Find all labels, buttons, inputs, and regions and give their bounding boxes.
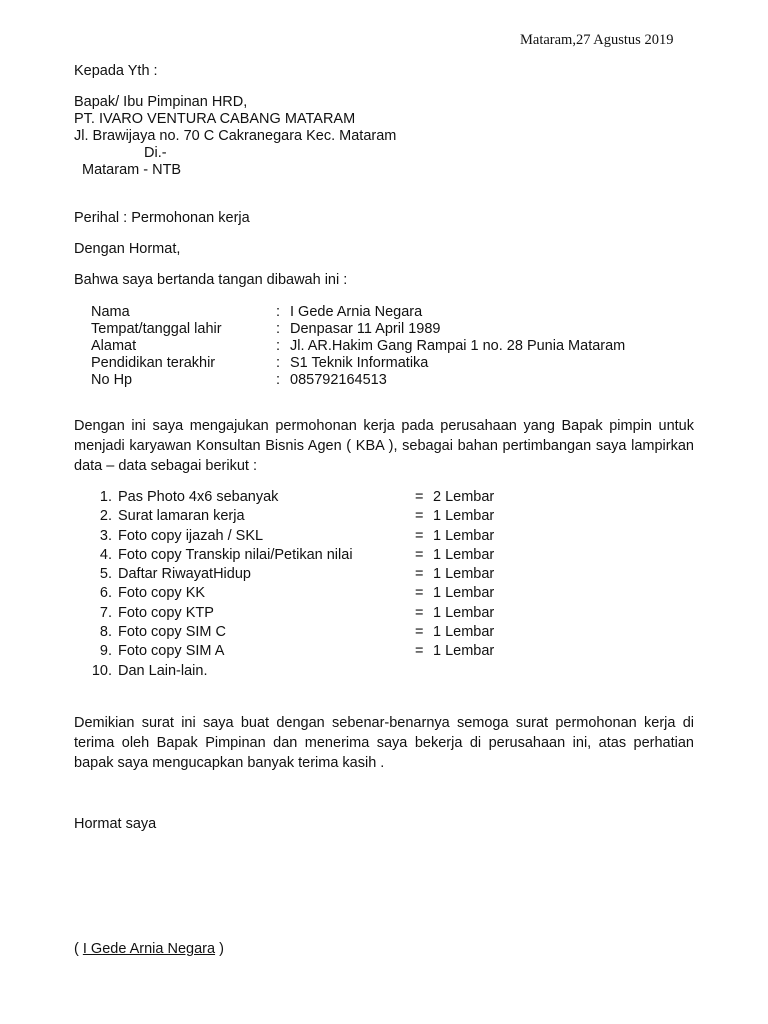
list-text: Daftar RiwayatHidup xyxy=(118,566,251,583)
field-label: Nama xyxy=(91,304,130,320)
letter-date: Mataram,27 Agustus 2019 xyxy=(520,32,674,48)
addressee-heading: Kepada Yth : xyxy=(74,63,158,79)
list-number: 5. xyxy=(99,566,112,583)
closing-greeting: Hormat saya xyxy=(74,816,157,832)
list-text: Foto copy SIM A xyxy=(118,643,225,660)
list-equals: = xyxy=(415,566,424,583)
list-number: 2. xyxy=(99,508,112,525)
list-quantity: 1 Lembar xyxy=(433,508,495,525)
list-equals: = xyxy=(415,489,424,505)
intro-line: Bahwa saya bertanda tangan dibawah ini : xyxy=(74,272,348,288)
list-quantity: 1 Lembar xyxy=(433,624,495,641)
list-text: Foto copy KTP xyxy=(118,604,214,621)
list-quantity: 1 Lembar xyxy=(433,643,495,660)
list-number: 10. xyxy=(91,662,112,679)
list-quantity: 2 Lembar xyxy=(433,489,495,505)
list-number: 9. xyxy=(99,643,112,660)
field-value: 085792164513 xyxy=(290,372,387,388)
recipient-city: Mataram - NTB xyxy=(82,162,182,178)
recipient-company: PT. IVARO VENTURA CABANG MATARAM xyxy=(74,111,356,127)
field-label: Pendidikan terakhir xyxy=(91,355,216,371)
closing-paragraph: Demikian surat ini saya buat dengan sebenar-benarnya semoga surat permohonan kerja di terima oleh Bapak Pimpinan dan menerima saya bekerja di perusahaan ini, atas perhatian bapak saya mengucapkan banyak terima kasih . xyxy=(74,715,694,771)
list-text: Foto copy Transkip nilai/Petikan nilai xyxy=(118,546,353,563)
list-number: 7. xyxy=(99,604,112,621)
body-paragraph: Dengan ini saya mengajukan permohonan kerja pada perusahaan yang Bapak pimpin untuk menjadi karyawan Konsultan Bisnis Agen ( KBA ), sebagai bahan pertimbangan saya lampirkan data – data sebagai berikut : xyxy=(74,418,694,474)
list-text: Foto copy ijazah / SKL xyxy=(118,527,264,544)
field-value: I Gede Arnia Negara xyxy=(290,304,423,320)
list-text: Surat lamaran kerja xyxy=(118,508,245,525)
list-equals: = xyxy=(415,546,424,563)
list-text: Dan Lain-lain. xyxy=(118,662,208,679)
list-text: Foto copy KK xyxy=(118,585,206,602)
signature-close-paren: ) xyxy=(215,941,224,957)
field-colon: : xyxy=(276,355,281,371)
recipient-title: Bapak/ Ibu Pimpinan HRD, xyxy=(74,94,248,110)
recipient-di: Di.- xyxy=(144,145,167,161)
list-equals: = xyxy=(415,604,424,621)
recipient-street: Jl. Brawijaya no. 70 C Cakranegara Kec. Mataram xyxy=(74,128,397,144)
signature-open-paren: ( xyxy=(74,941,83,957)
list-equals: = xyxy=(415,527,424,544)
field-colon: : xyxy=(276,338,281,354)
list-quantity: 1 Lembar xyxy=(433,527,495,544)
list-number: 4. xyxy=(99,546,112,563)
list-quantity: 1 Lembar xyxy=(433,566,495,583)
field-value: Denpasar 11 April 1989 xyxy=(290,321,441,337)
field-value: S1 Teknik Informatika xyxy=(290,355,429,371)
field-label: No Hp xyxy=(91,372,133,388)
field-colon: : xyxy=(276,321,281,337)
list-number: 6. xyxy=(99,585,112,602)
field-value: Jl. AR.Hakim Gang Rampai 1 no. 28 Punia Mataram xyxy=(290,338,626,354)
salutation: Dengan Hormat, xyxy=(74,241,181,257)
list-quantity: 1 Lembar xyxy=(433,585,495,602)
list-number: 3. xyxy=(99,527,112,544)
field-label: Alamat xyxy=(91,338,137,354)
field-label: Tempat/tanggal lahir xyxy=(91,321,222,337)
list-equals: = xyxy=(415,508,424,525)
list-number: 8. xyxy=(99,624,112,641)
subject-line: Perihal : Permohonan kerja xyxy=(74,210,250,226)
list-equals: = xyxy=(415,585,424,602)
list-quantity: 1 Lembar xyxy=(433,604,495,621)
signature-name: I Gede Arnia Negara xyxy=(82,941,216,957)
list-equals: = xyxy=(415,643,424,660)
list-equals: = xyxy=(415,624,424,641)
field-colon: : xyxy=(276,372,281,388)
list-text: Foto copy SIM C xyxy=(118,624,226,641)
field-colon: : xyxy=(276,304,281,320)
signature-line xyxy=(74,941,224,958)
recipient-address xyxy=(74,94,396,179)
list-quantity: 1 Lembar xyxy=(433,546,495,563)
list-number: 1. xyxy=(99,489,112,505)
list-text: Pas Photo 4x6 sebanyak xyxy=(118,489,279,505)
